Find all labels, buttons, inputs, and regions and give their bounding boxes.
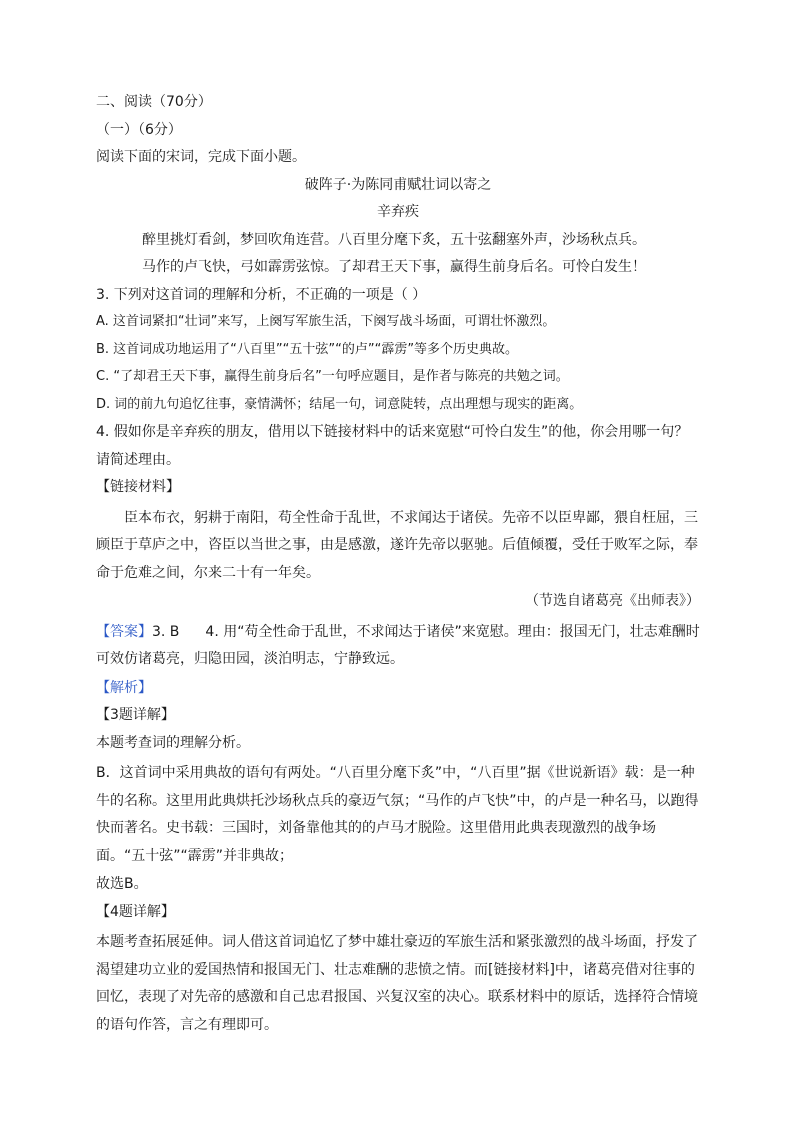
material-label: 【链接材料】: [96, 479, 180, 495]
section-title: 二、阅读（70分）: [96, 94, 212, 110]
answer-block: [96, 619, 700, 674]
question-3-option-c: C. “了却君王天下事，赢得生前身后名”一句呼应题目，是作者与陈亮的共勉之词。: [96, 369, 569, 384]
q3-conclusion: 故选B。: [96, 876, 148, 892]
poem-line-2: 马作的卢飞快，弓如霹雳弦惊。了却君王天下事，赢得生前身后名。可怜白发生！: [142, 259, 646, 275]
question-3-option-b: B. 这首词成功地运用了“八百里”“五十弦”“的卢”“霹雳”等多个历史典故。: [96, 341, 519, 357]
q3-body: B．这首词中采用典故的语句有两处。“八百里分麾下炙”中，“八百里”据《世说新语》载：是一种牛的名称。这里用此典烘托沙场秋点兵的豪迈气氛；“马作的卢飞快”中，的卢是一种名马，以跑得快而著名。史书载：三国时，刘备靠他其的的卢马才脱险。这里借用此典表现激烈的战争场面。“五十弦”“霹雳”并非典故；: [96, 765, 699, 864]
document-page: [96, 92, 700, 1039]
material-text: 臣本布衣，躬耕于南阳，苟全性命于乱世，不求闻达于诸侯。先帝不以臣卑鄙，猥自枉屈，三顾臣于草庐之中，咨臣以当世之事，由是感激，遂许先帝以驱驰。后值倾覆，受任于败军之际，奉命于危难之间，尔来二十有一年矣。: [96, 509, 698, 581]
q3-detail-label: 【3题详解】: [96, 707, 175, 723]
question-4-stem-line-2: 请简述理由。: [96, 451, 180, 468]
answer-label: 【答案】: [96, 623, 152, 640]
question-3-option-d: D. 词的前九句追忆往事，豪情满怀；结尾一句，词意陡转，点出理想与现实的距离。: [96, 396, 583, 412]
question-3-stem: 3. 下列对这首词的理解和分析，不正确的一项是（ ）: [96, 286, 427, 303]
answer-part-2: 4. 用“苟全性命于乱世，不求闻达于诸侯”来宽慰。理由：报国无门，壮志难酬时可效仿诸葛亮，归隐田园，淡泊明志，宁静致远。: [96, 623, 700, 667]
material-source: （节选自诸葛亮《出师表》）: [525, 593, 700, 609]
poem-author: 辛弃疾: [377, 204, 419, 220]
subsection-title: （一）（6分）: [96, 121, 182, 138]
answer-part-1: 3. B: [152, 623, 180, 640]
reading-instruction: 阅读下面的宋词，完成下面小题。: [96, 149, 306, 165]
q4-body: 本题考查拓展延伸。词人借这首词追忆了梦中雄壮豪迈的军旅生活和紧张激烈的战斗场面，抒发了渴望建功立业的爱国热情和报国无门、壮志难酬的悲愤之情。而[链接材料]中，诸葛亮借对往事的回忆，表现了对先帝的感激和自己忠君报国、兴复汉室的决心。联系材料中的原话，选择符合情境的语句作答，言之有理即可。: [96, 934, 698, 1033]
poem-title: 破阵子·为陈同甫赋壮词以寄之: [304, 176, 492, 193]
question-3-option-a: A. 这首词紧扣“壮词”来写，上阕写军旅生活，下阕写战斗场面，可谓壮怀激烈。: [96, 314, 556, 329]
question-4-stem-line-1: 4. 假如你是辛弃疾的朋友，借用以下链接材料中的话来宽慰“可怜白发生”的他，你会用哪一句？: [96, 424, 689, 440]
q4-detail-label: 【4题详解】: [96, 903, 175, 920]
q3-intro: 本题考查词的理解分析。: [96, 734, 250, 751]
poem-line-1: 醉里挑灯看剑，梦回吹角连营。八百里分麾下炙，五十弦翻塞外声，沙场秋点兵。: [142, 231, 646, 248]
analysis-label: 【解析】: [96, 679, 152, 696]
